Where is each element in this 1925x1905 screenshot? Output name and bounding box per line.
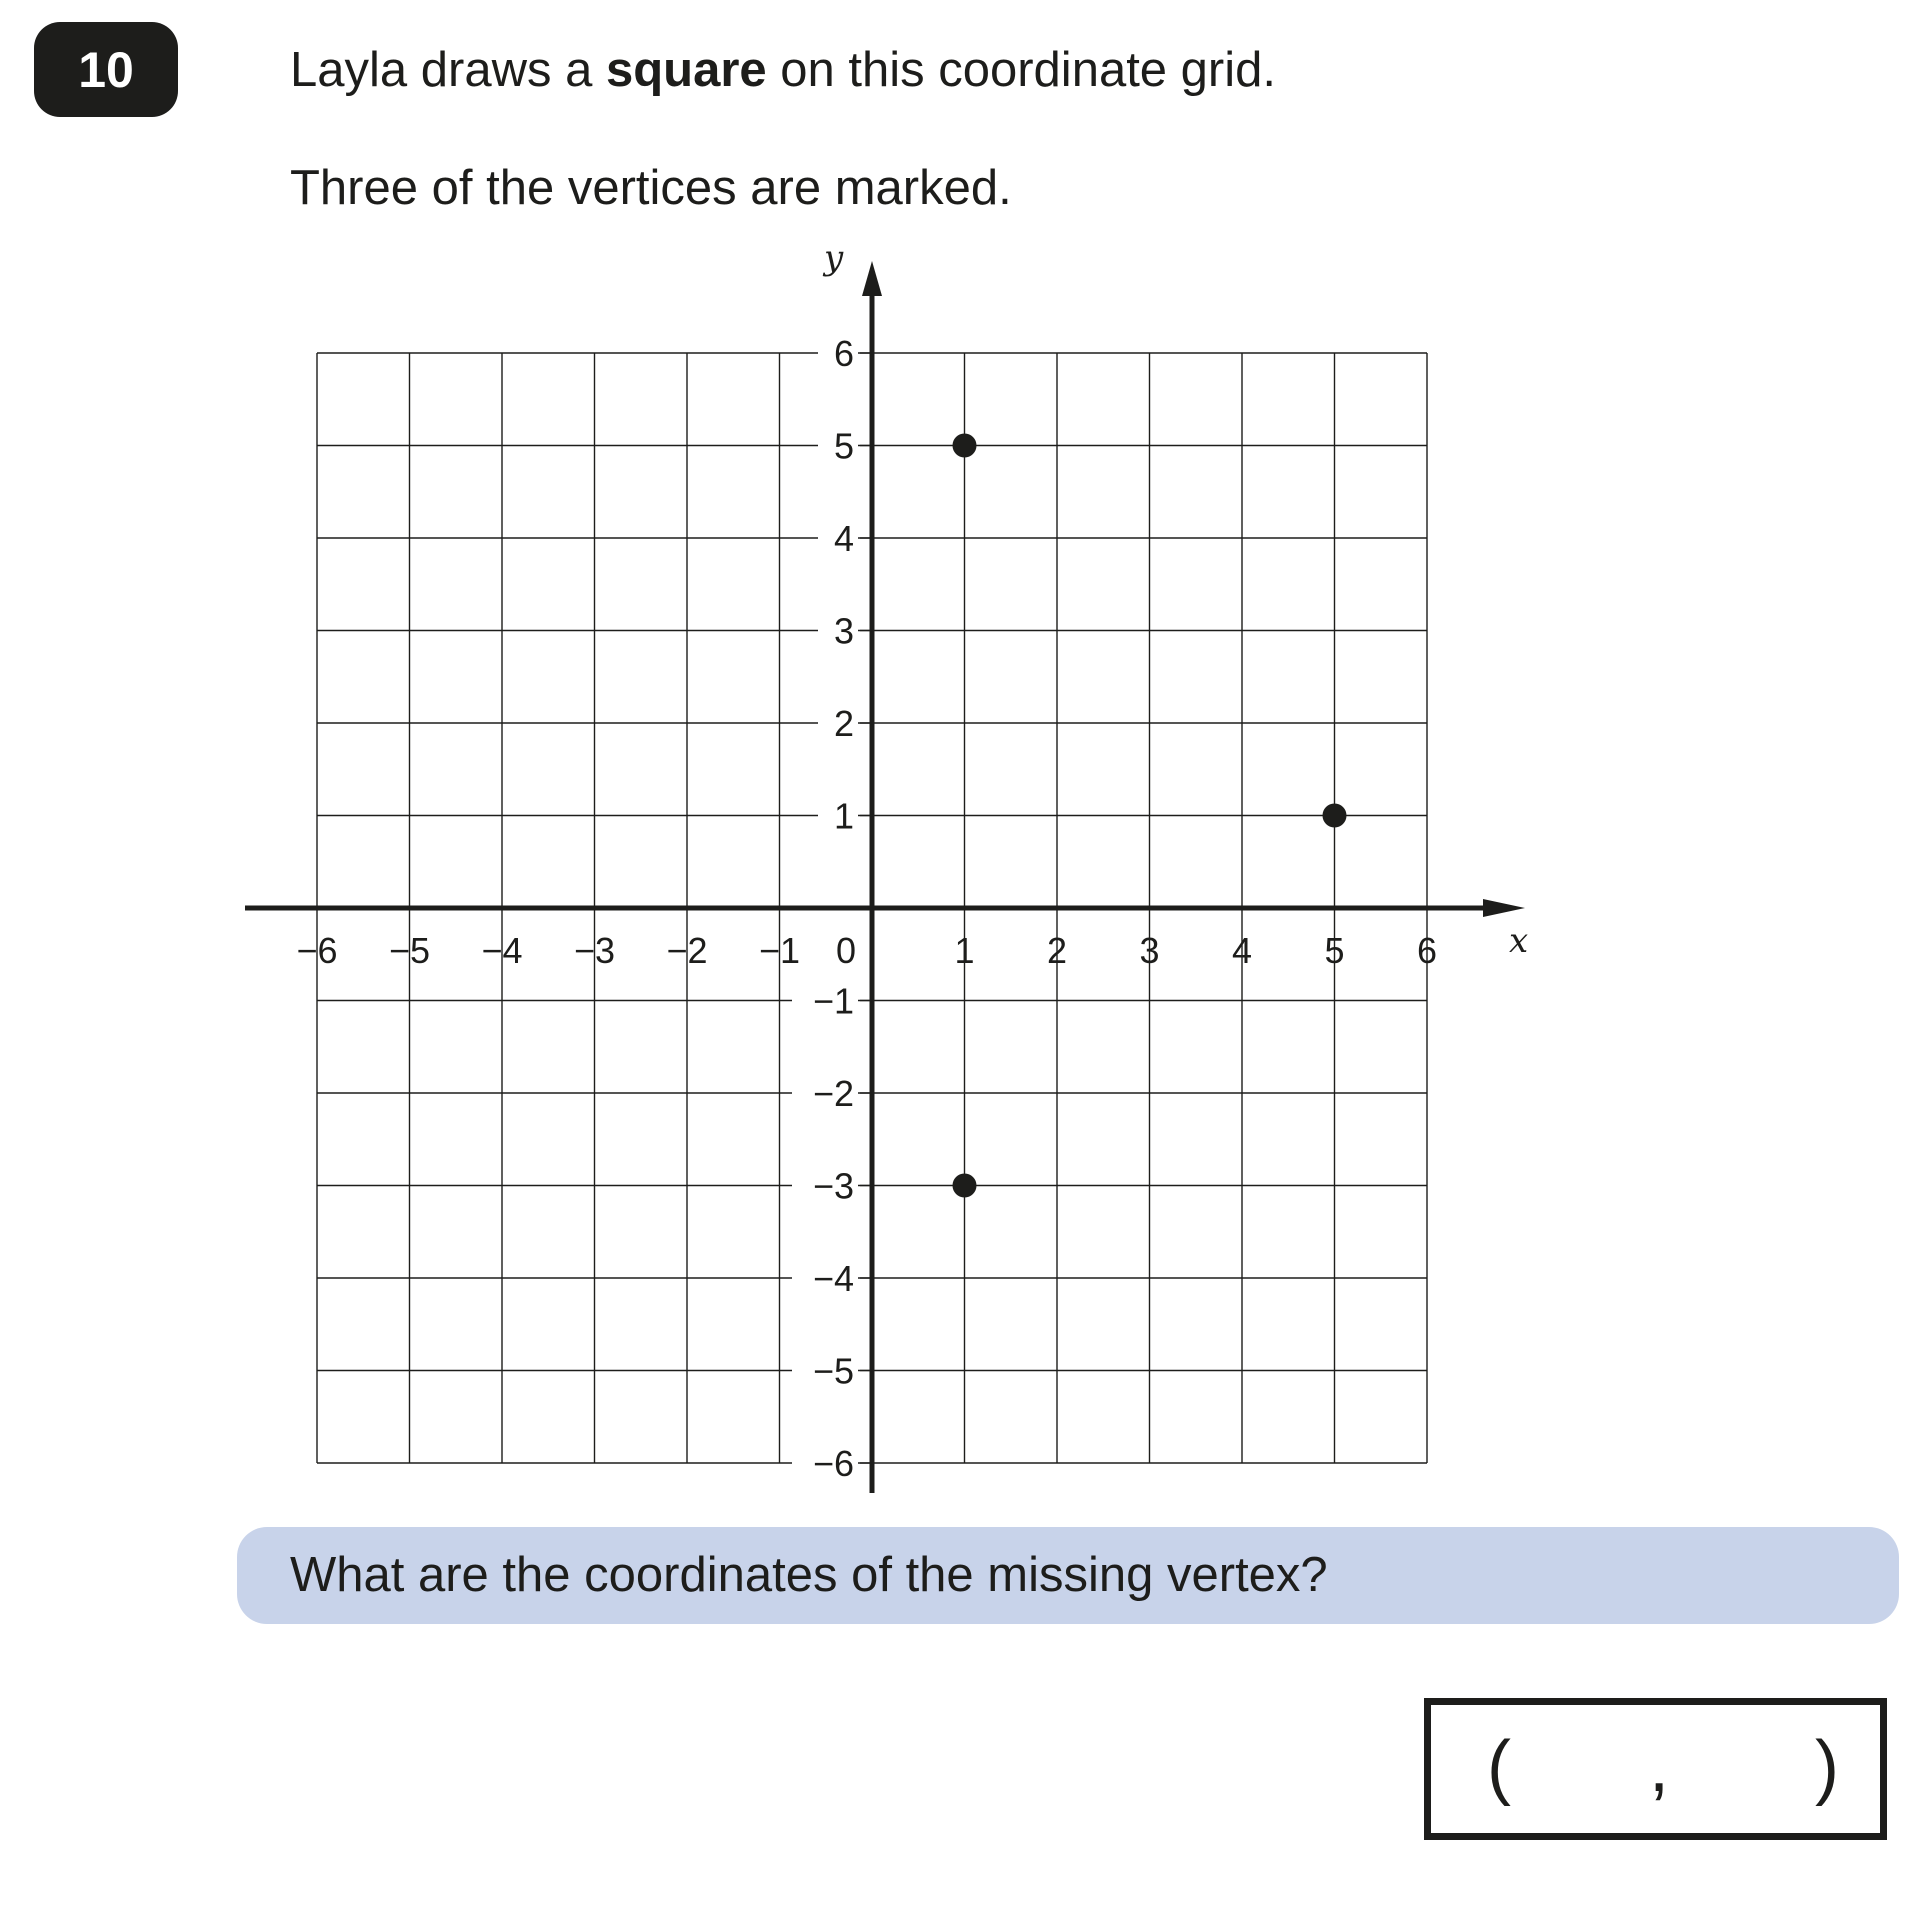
y-tick-label: −1 (812, 980, 854, 1022)
question-text-after: on this coordinate grid. (766, 43, 1276, 97)
vertex-point (1323, 804, 1347, 828)
x-tick-label: −1 (758, 930, 801, 971)
x-tick-label: −4 (481, 930, 523, 971)
x-tick-label: −5 (388, 930, 431, 971)
x-tick-label: −3 (573, 930, 616, 971)
question-text-line-2: Three of the vertices are marked. (290, 161, 1012, 215)
x-tick-label: 2 (1046, 930, 1068, 971)
answer-box[interactable] (1424, 1698, 1887, 1840)
question-text-bold: square (605, 43, 767, 97)
x-tick-label: 6 (1416, 930, 1438, 971)
y-tick-label: 5 (833, 425, 854, 467)
x-tick-label: −6 (296, 930, 338, 971)
y-tick-label: 2 (833, 703, 854, 744)
x-tick-labels (296, 930, 1437, 971)
question-text-before: Layla draws a (290, 43, 606, 97)
x-tick-label: 5 (1324, 930, 1345, 971)
y-axis-arrowhead (862, 261, 882, 296)
y-tick-label: 3 (833, 610, 854, 652)
x-tick-label: 3 (1139, 930, 1160, 971)
vertex-point (953, 434, 977, 458)
x-tick-label: 0 (835, 930, 857, 971)
question-number: 10 (78, 41, 134, 98)
question-prompt: What are the coordinates of the missing vertex? (290, 1548, 1328, 1602)
y-axis-label: y (824, 238, 844, 278)
x-tick-label: −2 (666, 930, 708, 971)
y-tick-label: −3 (812, 1165, 854, 1207)
answer-comma: , (1649, 1727, 1670, 1807)
answer-close-paren: ) (1815, 1727, 1839, 1807)
y-tick-label: −2 (812, 1073, 854, 1114)
y-tick-label: −5 (812, 1350, 854, 1392)
x-axis-arrowhead (1483, 899, 1525, 917)
x-axis-label: x (1509, 921, 1529, 961)
y-tick-label: 6 (833, 333, 854, 374)
question-prompt-bar (237, 1527, 1899, 1624)
answer-open-paren: ( (1487, 1727, 1511, 1807)
x-tick-label: 1 (954, 930, 975, 971)
y-tick-label: 4 (833, 518, 854, 559)
y-tick-label: −4 (812, 1258, 854, 1299)
y-tick-label: 1 (833, 795, 854, 837)
vertex-point (953, 1174, 977, 1198)
y-tick-label: −6 (812, 1443, 854, 1484)
x-tick-label: 4 (1231, 930, 1253, 971)
